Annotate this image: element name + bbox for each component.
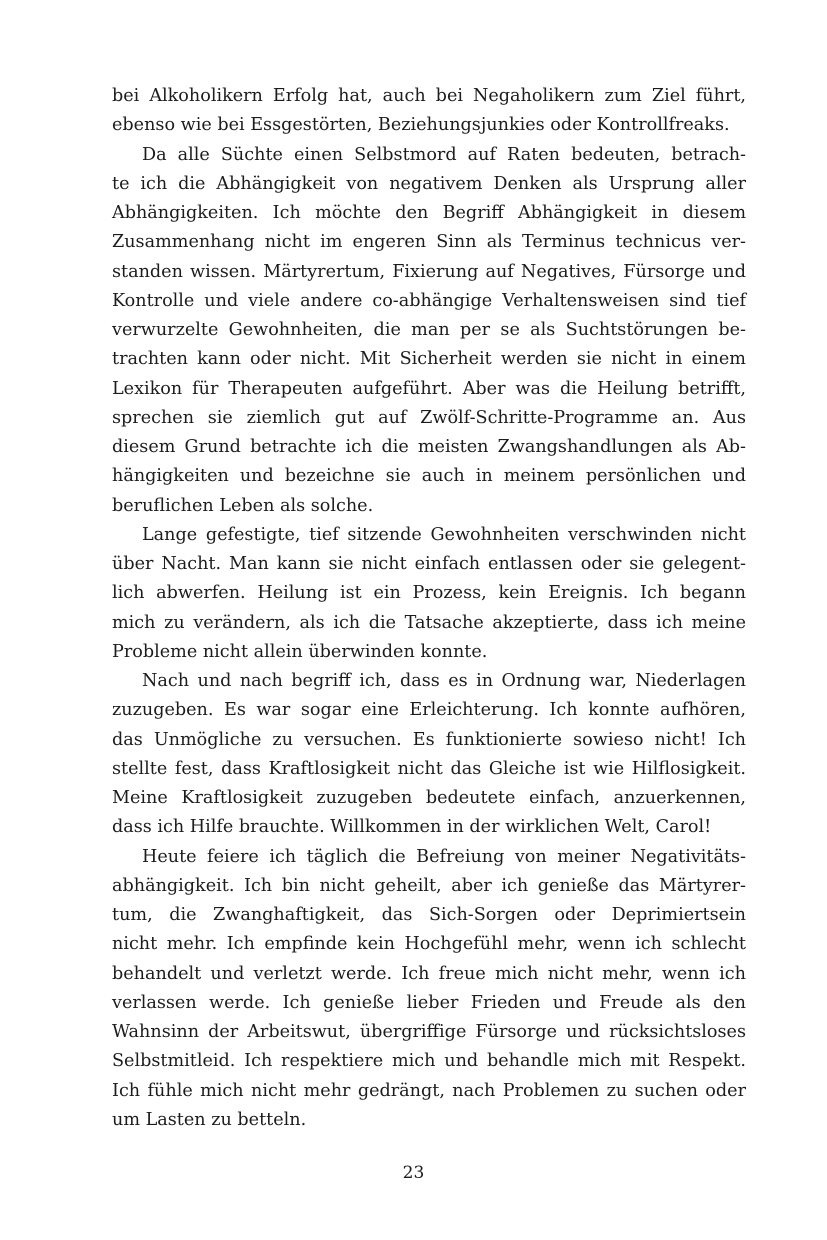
paragraph — [112, 843, 746, 1136]
text-line: ebenso wie bei Essgestörten, Beziehungsjunkies oder Kontrollfreaks. — [112, 115, 730, 136]
text-line: abhängigkeit. Ich bin nicht geheilt, aber ich genieße das Märtyrer- — [112, 875, 746, 896]
paragraph — [112, 82, 746, 141]
text-line: behandelt und verletzt werde. Ich freue mich nicht mehr, wenn ich — [112, 963, 746, 984]
text-line: um Lasten zu betteln. — [112, 1109, 307, 1130]
text-line: trachten kann oder nicht. Mit Sicherheit werden sie nicht in einem — [112, 349, 746, 370]
text-line: te ich die Abhängigkeit von negativem Denken als Ursprung aller — [112, 173, 746, 194]
text-line: dass ich Hilfe brauchte. Willkommen in der wirklichen Welt, Carol! — [112, 817, 712, 838]
text-line: Nach und nach begriff ich, dass es in Ordnung war, Niederlagen — [142, 671, 746, 691]
text-line: verwurzelte Gewohnheiten, die man per se als Suchtstörungen be- — [112, 320, 746, 340]
paragraph — [112, 141, 746, 521]
text-line: das Unmögliche zu versuchen. Es funktionierte sowieso nicht! Ich — [112, 729, 746, 750]
text-line: Kontrolle und viele andere co-abhängige Verhaltensweisen sind tief — [112, 290, 746, 311]
text-line: stellte fest, dass Kraftlosigkeit nicht das Gleiche ist wie Hilflosigkeit. — [112, 758, 746, 779]
text-line: Abhängigkeiten. Ich möchte den Begriff Abhängigkeit in diesem — [112, 203, 746, 223]
text-line: nicht mehr. Ich empfinde kein Hochgefühl mehr, wenn ich schlecht — [112, 934, 746, 955]
text-line: Meine Kraftlosigkeit zuzugeben bedeutete einfach, anzuerkennen, — [112, 788, 746, 808]
paragraph — [112, 667, 746, 843]
text-line: mich zu verändern, als ich die Tatsache akzeptierte, dass ich meine — [112, 612, 746, 633]
text-line: Ich fühle mich nicht mehr gedrängt, nach Problemen zu suchen oder — [112, 1080, 746, 1101]
text-line: hängigkeiten und bezeichne sie auch in meinem persönlichen und — [112, 466, 746, 487]
text-line: Da alle Süchte einen Selbstmord auf Raten bedeuten, betrach- — [142, 144, 746, 165]
text-line: Wahnsinn der Arbeitswut, übergriffige Fürsorge und rücksichtsloses — [112, 1022, 746, 1042]
text-line: beruflichen Leben als solche. — [112, 495, 374, 516]
page-number: 23 — [402, 1163, 425, 1183]
text-line: Lange gefestigte, tief sitzende Gewohnheiten verschwinden nicht — [142, 524, 746, 545]
text-line: Lexikon für Therapeuten aufgeführt. Aber was die Heilung betrifft, — [112, 378, 746, 399]
text-line: über Nacht. Man kann sie nicht einfach entlassen oder sie gelegent- — [112, 554, 746, 574]
paragraph — [112, 521, 746, 667]
text-line: Heute feiere ich täglich die Befreiung von meiner Negativitäts- — [142, 846, 746, 867]
text-line: bei Alkoholikern Erfolg hat, auch bei Negaholikern zum Ziel führt, — [112, 86, 746, 106]
text-line: Zusammenhang nicht im engeren Sinn als Terminus technicus ver- — [112, 232, 746, 253]
text-line: tum, die Zwanghaftigkeit, das Sich-Sorgen oder Deprimiertsein — [112, 905, 746, 925]
text-line: zuzugeben. Es war sogar eine Erleichterung. Ich konnte aufhören, — [112, 700, 746, 721]
text-line: Probleme nicht allein überwinden konnte. — [112, 641, 488, 662]
body-text — [112, 82, 746, 1135]
text-line: lich abwerfen. Heilung ist ein Prozess, kein Ereignis. Ich begann — [112, 583, 746, 604]
text-line: sprechen sie ziemlich gut auf Zwölf-Schritte-Programme an. Aus — [112, 407, 746, 428]
text-line: verlassen werde. Ich genieße lieber Frieden und Freude als den — [112, 992, 746, 1013]
text-line: standen wissen. Märtyrertum, Fixierung auf Negatives, Fürsorge und — [112, 261, 746, 282]
text-line: Selbstmitleid. Ich respektiere mich und behandle mich mit Respekt. — [112, 1051, 746, 1072]
text-line: diesem Grund betrachte ich die meisten Zwangshandlungen als Ab- — [112, 437, 746, 457]
